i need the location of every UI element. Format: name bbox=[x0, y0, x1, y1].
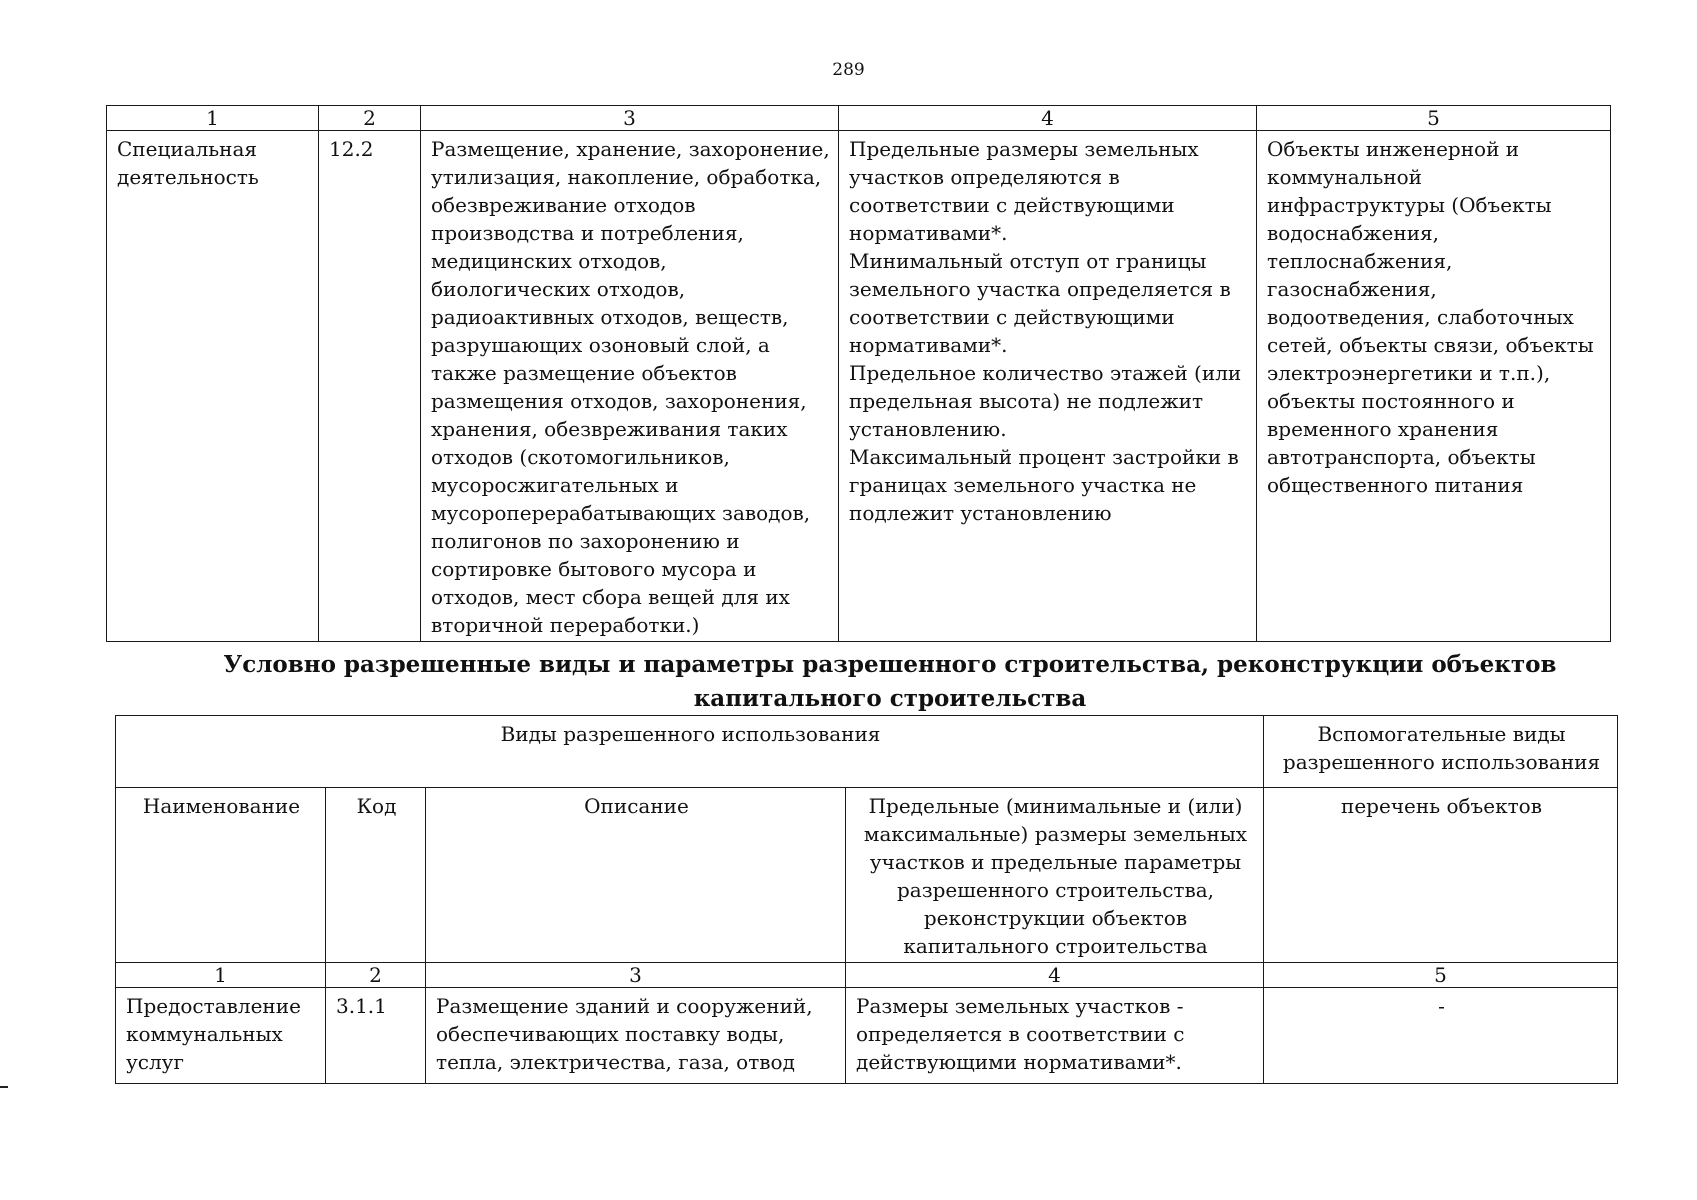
parameter-line: Максимальный процент застройки в границах земельного участка не подлежит установлению bbox=[849, 445, 1239, 525]
table-row bbox=[107, 131, 1611, 642]
section-heading bbox=[0, 648, 1697, 716]
group-header-row bbox=[116, 716, 1618, 788]
use-parameters-cell bbox=[839, 131, 1257, 642]
col-number-5: 5 bbox=[1257, 106, 1611, 131]
col-number-4: 4 bbox=[839, 106, 1257, 131]
auxiliary-uses-cell: - bbox=[1264, 988, 1618, 1084]
name-column-header: Наименование bbox=[116, 788, 326, 963]
col-number-2: 2 bbox=[326, 963, 426, 988]
page-number: 289 bbox=[832, 60, 865, 80]
parameter-line: Предельное количество этажей (или предельная высота) не подлежит установлению. bbox=[849, 361, 1242, 441]
column-number-row bbox=[116, 963, 1618, 988]
parameters-column-header: Предельные (минимальные и (или) максимальные) размеры земельных участков и предельные параметры разрешенного строительства, реконструкции объектов капитального строительства bbox=[846, 788, 1264, 963]
use-description-cell: Размещение зданий и сооружений, обеспечивающих поставку воды, тепла, электричества, газа, отвод bbox=[426, 988, 846, 1084]
col-number-3: 3 bbox=[421, 106, 839, 131]
permitted-uses-header: Виды разрешенного использования bbox=[116, 716, 1264, 788]
column-header-row bbox=[116, 788, 1618, 963]
section-heading-line-1: Условно разрешенные виды и параметры разрешенного строительства, реконструкции объектов bbox=[223, 651, 1557, 678]
use-description-cell: Размещение, хранение, захоронение, утилизация, накопление, обработка, обезвреживание отходов производства и потребления, медицинских отходов, биологических отходов, радиоактивных отходов, веществ, разрушающих озоновый слой, а также размещение объектов размещения отходов, захоронения, хранения, обезвреживания таких отходов (скотомогильников, мусоросжигательных и мусороперерабатывающих заводов, полигонов по захоронению и сортировке бытового мусора и отходов, мест сбора вещей для их вторичной переработки.) bbox=[421, 131, 839, 642]
col-number-1: 1 bbox=[116, 963, 326, 988]
col-number-1: 1 bbox=[107, 106, 319, 131]
description-column-header: Описание bbox=[426, 788, 846, 963]
col-number-4: 4 bbox=[846, 963, 1264, 988]
use-name-cell: Специальная деятельность bbox=[107, 131, 319, 642]
auxiliary-uses-header: Вспомогательные виды разрешенного использования bbox=[1264, 716, 1618, 788]
parameter-line: Минимальный отступ от границы земельного участка определяется в соответствии с действующими нормативами*. bbox=[849, 249, 1231, 357]
use-name-cell: Предоставление коммунальных услуг bbox=[116, 988, 326, 1084]
section-heading-line-2: капитального строительства bbox=[693, 685, 1087, 712]
table-row bbox=[116, 988, 1618, 1084]
use-code-cell: 12.2 bbox=[319, 131, 421, 642]
col-number-5: 5 bbox=[1264, 963, 1618, 988]
code-column-header: Код bbox=[326, 788, 426, 963]
col-number-2: 2 bbox=[319, 106, 421, 131]
col-number-3: 3 bbox=[426, 963, 846, 988]
column-number-row bbox=[107, 106, 1611, 131]
use-parameters-cell: Размеры земельных участков - определяется в соответствии с действующими нормативами*. bbox=[846, 988, 1264, 1084]
use-code-cell: 3.1.1 bbox=[326, 988, 426, 1084]
conditional-uses-table bbox=[115, 715, 1618, 1084]
parameter-line: Предельные размеры земельных участков определяются в соответствии с действующими нормативами*. bbox=[849, 137, 1199, 245]
margin-mark bbox=[0, 1086, 8, 1088]
auxiliary-uses-cell: Объекты инженерной и коммунальной инфраструктуры (Объекты водоснабжения, теплоснабжения, газоснабжения, водоотведения, слаботочных сетей, объекты связи, объекты электроэнергетики и т.п.), объекты постоянного и временного хранения автотранспорта, объекты общественного питания bbox=[1257, 131, 1611, 642]
aux-list-column-header: перечень объектов bbox=[1264, 788, 1618, 963]
zoning-table-main bbox=[106, 105, 1611, 642]
